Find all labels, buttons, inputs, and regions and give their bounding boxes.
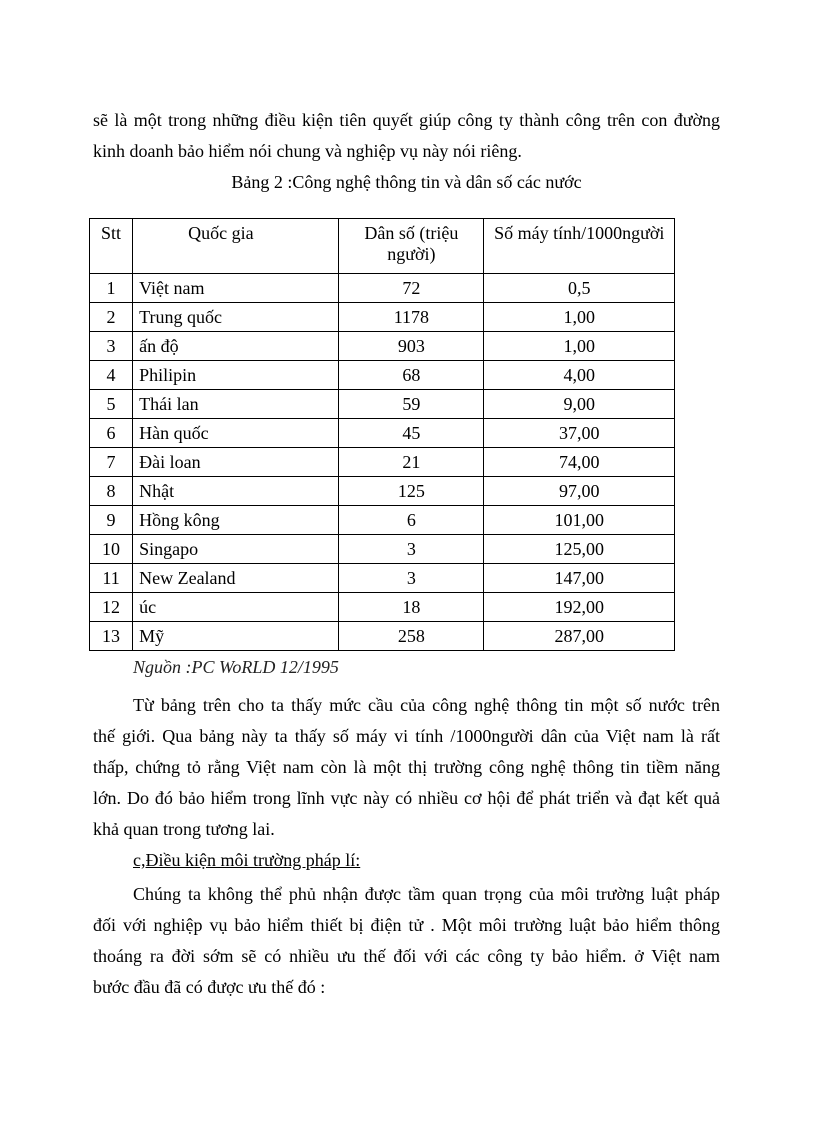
cell-stt: 10 — [90, 535, 133, 564]
paragraph-line: khả quan trong tương lai. — [93, 819, 275, 839]
cell-country: New Zealand — [133, 564, 339, 593]
cell-population: 6 — [339, 506, 484, 535]
table-row — [90, 390, 675, 419]
cell-population: 3 — [339, 564, 484, 593]
cell-population: 72 — [339, 274, 484, 303]
analysis-paragraph — [93, 690, 720, 845]
cell-population: 258 — [339, 622, 484, 651]
table-row — [90, 622, 675, 651]
table-row — [90, 506, 675, 535]
table-row — [90, 593, 675, 622]
cell-country: Nhật — [133, 477, 339, 506]
cell-computers: 0,5 — [484, 274, 675, 303]
cell-computers: 37,00 — [484, 419, 675, 448]
cell-computers: 147,00 — [484, 564, 675, 593]
table-row — [90, 564, 675, 593]
header-population: Dân số (triệu người) — [339, 219, 484, 274]
paragraph-line: kinh doanh bảo hiểm nói chung và nghiệp vụ này nói riêng. — [93, 141, 522, 161]
table-row — [90, 332, 675, 361]
cell-population: 21 — [339, 448, 484, 477]
cell-computers: 192,00 — [484, 593, 675, 622]
cell-population: 3 — [339, 535, 484, 564]
legal-paragraph — [93, 879, 720, 1003]
table-header-row — [90, 219, 675, 274]
table-row — [90, 303, 675, 332]
cell-computers: 287,00 — [484, 622, 675, 651]
cell-stt: 2 — [90, 303, 133, 332]
cell-country: ấn độ — [133, 332, 339, 361]
paragraph-line: Từ bảng trên cho ta thấy mức cầu của công nghệ thông tin một số nước trên — [133, 695, 720, 715]
source-note: Nguồn :PC WoRLD 12/1995 — [133, 657, 339, 677]
paragraph-line: lớn. Do đó bảo hiểm trong lĩnh vực này có nhiều cơ hội để phát triển và đạt kết quả — [93, 788, 720, 808]
paragraph-line: Chúng ta không thể phủ nhận được tầm quan trọng của môi trường luật pháp — [133, 884, 720, 904]
cell-computers: 4,00 — [484, 361, 675, 390]
intro-paragraph — [93, 105, 720, 167]
cell-country: úc — [133, 593, 339, 622]
section-heading: c,Điều kiện môi trường pháp lí: — [133, 850, 361, 870]
cell-computers: 9,00 — [484, 390, 675, 419]
header-country: Quốc gia — [133, 219, 339, 274]
cell-stt: 13 — [90, 622, 133, 651]
table-row — [90, 274, 675, 303]
cell-computers: 101,00 — [484, 506, 675, 535]
cell-country: Đài loan — [133, 448, 339, 477]
paragraph-line: thấp, chứng tỏ rằng Việt nam còn là một thị trường công nghệ thông tin tiềm năng — [93, 757, 720, 777]
header-stt: Stt — [90, 219, 133, 274]
cell-stt: 8 — [90, 477, 133, 506]
cell-computers: 97,00 — [484, 477, 675, 506]
cell-country: Thái lan — [133, 390, 339, 419]
cell-stt: 5 — [90, 390, 133, 419]
cell-country: Hồng kông — [133, 506, 339, 535]
cell-stt: 1 — [90, 274, 133, 303]
cell-country: Trung quốc — [133, 303, 339, 332]
cell-population: 45 — [339, 419, 484, 448]
cell-country: Singapo — [133, 535, 339, 564]
cell-computers: 1,00 — [484, 332, 675, 361]
table-row — [90, 448, 675, 477]
cell-population: 59 — [339, 390, 484, 419]
header-computers: Số máy tính/1000người — [484, 219, 675, 274]
paragraph-line: bước đầu đã có được ưu thế đó : — [93, 977, 326, 997]
table-body — [90, 274, 675, 651]
cell-stt: 11 — [90, 564, 133, 593]
cell-country: Hàn quốc — [133, 419, 339, 448]
cell-population: 903 — [339, 332, 484, 361]
cell-population: 1178 — [339, 303, 484, 332]
cell-stt: 7 — [90, 448, 133, 477]
table-row — [90, 419, 675, 448]
paragraph-line: thoáng ra đời sớm sẽ có nhiều ưu thế đối với các công ty bảo hiểm. ở Việt nam — [93, 946, 720, 966]
cell-computers: 125,00 — [484, 535, 675, 564]
cell-stt: 4 — [90, 361, 133, 390]
cell-country: Việt nam — [133, 274, 339, 303]
table-row — [90, 361, 675, 390]
cell-population: 125 — [339, 477, 484, 506]
paragraph-line: sẽ là một trong những điều kiện tiên quyết giúp công ty thành công trên con đường — [93, 110, 720, 130]
it-population-table — [89, 218, 675, 651]
cell-stt: 6 — [90, 419, 133, 448]
cell-population: 18 — [339, 593, 484, 622]
table-caption: Bảng 2 :Công nghệ thông tin và dân số các nước — [231, 172, 582, 192]
table-row — [90, 477, 675, 506]
paragraph-line: đối với nghiệp vụ bảo hiểm thiết bị điện tử . Một môi trường luật bảo hiểm thông — [93, 915, 720, 935]
cell-stt: 9 — [90, 506, 133, 535]
paragraph-line: thế giới. Qua bảng này ta thấy số máy vi tính /1000người dân của Việt nam là rất — [93, 726, 720, 746]
cell-country: Philipin — [133, 361, 339, 390]
cell-country: Mỹ — [133, 622, 339, 651]
table-row — [90, 535, 675, 564]
cell-computers: 74,00 — [484, 448, 675, 477]
cell-stt: 12 — [90, 593, 133, 622]
cell-stt: 3 — [90, 332, 133, 361]
cell-computers: 1,00 — [484, 303, 675, 332]
cell-population: 68 — [339, 361, 484, 390]
